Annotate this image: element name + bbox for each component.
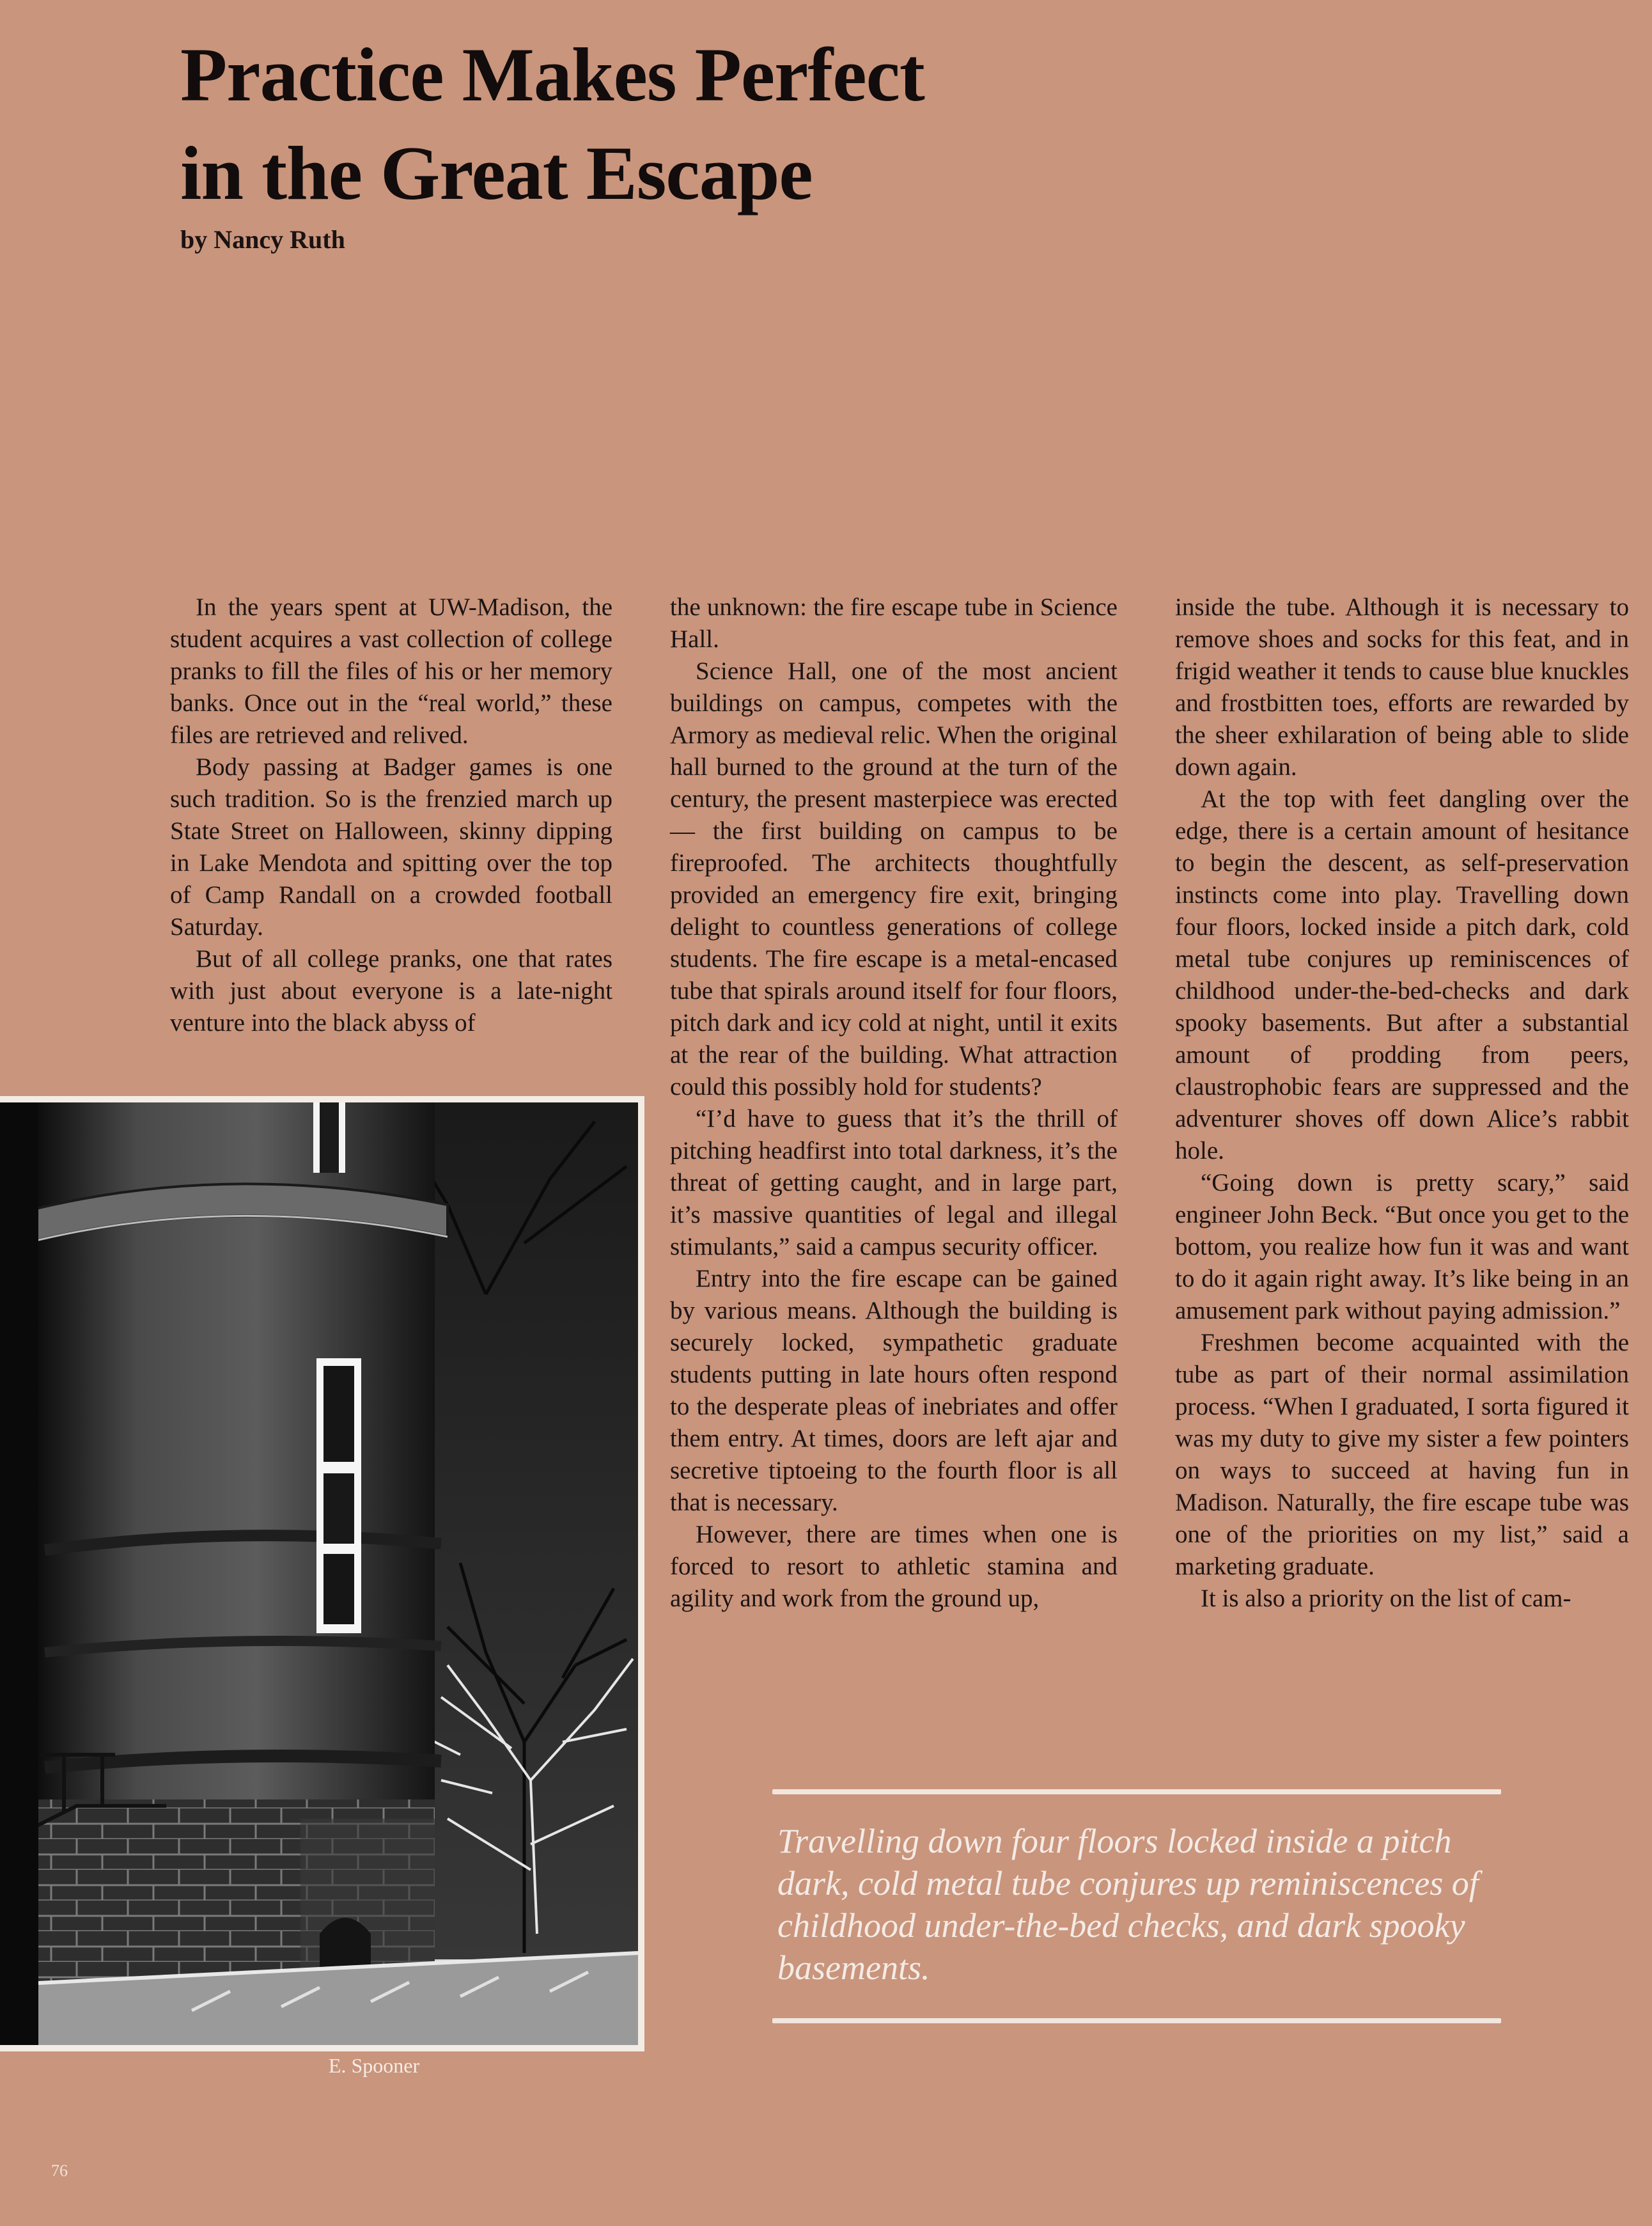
paragraph: However, there are times when one is forced to resort to athletic stamina and agility and work from the ground up, [670, 1521, 1118, 1612]
paragraph: Body passing at Badger games is one such tradition. So is the frenzied march up State Street on Halloween, skinny dipping in Lake Mendota and spitting over the top of Camp Randall on a crowded football Saturday. [170, 753, 612, 941]
article-title-line-1: Practice Makes Perfect [180, 32, 924, 117]
paragraph: In the years spent at UW-Madison, the student acquires a vast collection of college pranks to fill the files of his or her memory banks. Once out in the “real world,” these files are retrieved and relived. [170, 593, 612, 749]
page-number: 76 [51, 2161, 68, 2180]
paragraph: It is also a priority on the list of cam- [1201, 1585, 1571, 1612]
paragraph: But of all college pranks, one that rates with just about everyone is a late-night venture into the black abyss of [170, 945, 612, 1037]
pullquote-rule-bottom [772, 2018, 1501, 2023]
article-title [180, 26, 1139, 223]
paragraph: Entry into the fire escape can be gained by various means. Although the building is securely locked, sympathetic graduate students putting in late hours often respond to the desperate pleas of inebriates and offer them entry. At times, doors are left ajar and secretive tiptoeing to the fourth floor is all that is necessary. [670, 1265, 1118, 1516]
paragraph: inside the tube. Although it is necessary to remove shoes and socks for this feat, and in frigid weather it tends to cause blue knuckles and frostbitten toes, efforts are rewarded by the sheer exhilaration of being able to slide down again. [1175, 593, 1629, 781]
text-column-2 [670, 592, 1118, 1615]
pullquote-rule-top [772, 1789, 1501, 1794]
photo-credit: E. Spooner [328, 2054, 420, 2077]
text-column-3 [1175, 592, 1629, 1615]
paragraph: “Going down is pretty scary,” said engineer John Beck. “But once you get to the bottom, you realize how fun it was and want to do it again right away. It’s like being in an amusement park without paying admission.” [1175, 1169, 1629, 1324]
paragraph: Science Hall, one of the most ancient buildings on campus, competes with the Armory as medieval relic. When the original hall burned to the ground at the turn of the century, the present masterpiece was erected — the first building on campus to be fireproofed. The architects thoughtfully provided an emergency fire exit, bringing delight to countless generations of college students. The fire escape is a metal-encased tube that spirals around itself for four floors, pitch dark and icy cold at night, until it exits at the rear of the building. What attraction could this possibly hold for students? [670, 657, 1118, 1101]
paragraph: At the top with feet dangling over the edge, there is a certain amount of hesitance to begin the descent, as self-preservation instincts come into play. Travelling down four floors, locked inside a pitch dark, cold metal tube conjures up reminiscences of childhood under-the-bed-checks and dark spooky basements. But after a substantial amount of prodding from peers, claustrophobic fears are suppressed and the adventurer shoves off down Alice’s rabbit hole. [1175, 785, 1629, 1164]
paragraph: the unknown: the fire escape tube in Science Hall. [670, 593, 1118, 653]
science-hall-photo [0, 1096, 644, 2051]
pullquote: Travelling down four floors locked inside a pitch dark, cold metal tube conjures up reminiscences of childhood under-the-bed checks, and dark spooky basements. [777, 1822, 1479, 1987]
paragraph: Freshmen become acquainted with the tube as part of their normal assimilation process. “When I graduated, I sorta figured it was my duty to give my sister a few pointers on ways to succeed at having fun in Madison. Naturally, the fire escape tube was one of the priorities on my list,” said a marketing graduate. [1175, 1329, 1629, 1580]
article-title-line-2: in the Great Escape [180, 130, 813, 216]
byline: by Nancy Ruth [180, 225, 345, 254]
tower-photo-illustration [0, 1102, 638, 2045]
paragraph: “I’d have to guess that it’s the thrill of pitching headfirst into total darkness, it’s the threat of getting caught, and in large part, it’s massive quantities of legal and illegal stimulants,” said a campus security officer. [670, 1105, 1118, 1260]
text-column-1 [170, 592, 612, 1039]
